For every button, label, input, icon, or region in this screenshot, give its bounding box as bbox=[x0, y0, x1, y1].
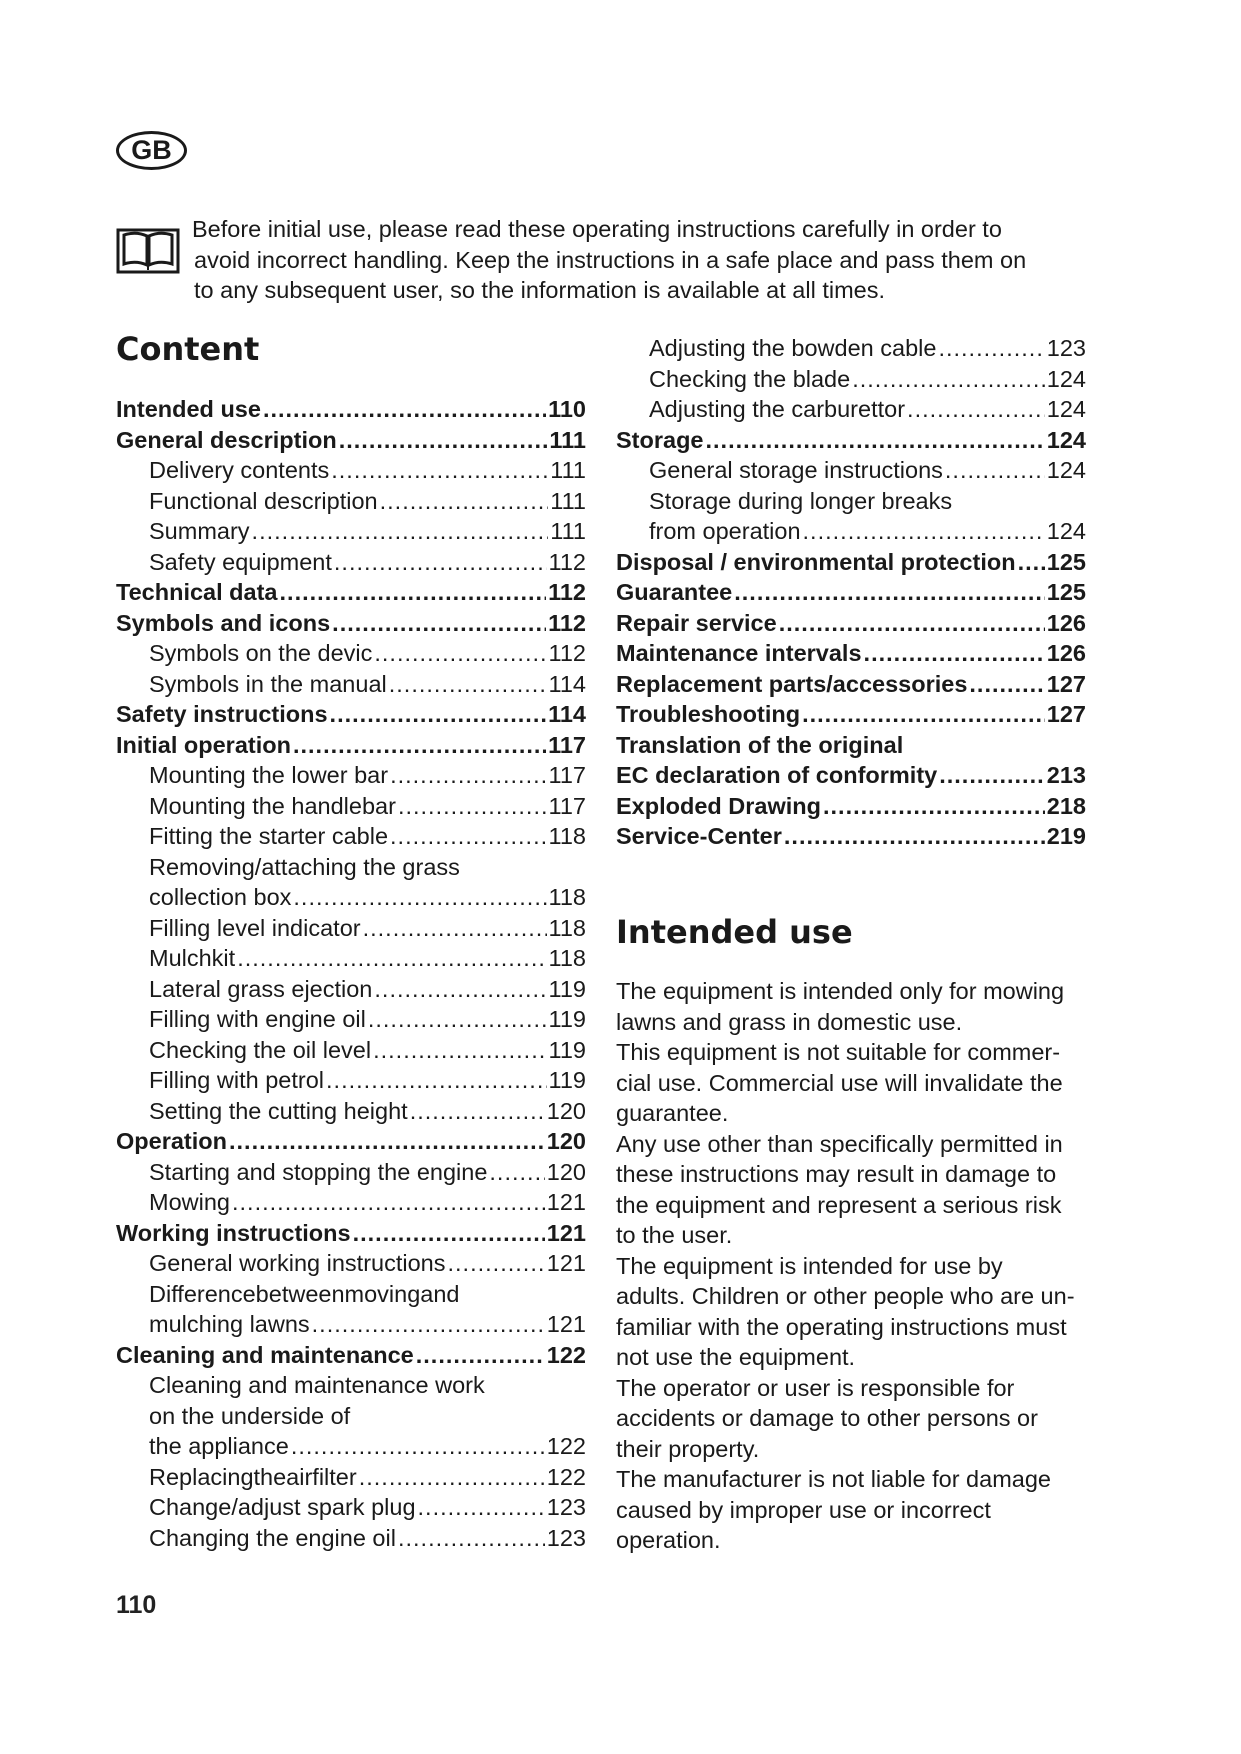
toc-dot-leader bbox=[291, 1433, 545, 1460]
book-icon bbox=[116, 225, 180, 275]
toc-entry-title: General description bbox=[116, 426, 337, 453]
toc-entry[interactable] bbox=[616, 488, 1086, 519]
toc-entry[interactable] bbox=[616, 457, 1086, 488]
toc-dot-leader bbox=[852, 366, 1045, 393]
toc-entry-title: General working instructions bbox=[149, 1250, 446, 1276]
toc-entry-title: on the underside of bbox=[149, 1402, 351, 1429]
toc-dot-leader bbox=[390, 823, 547, 850]
toc-entry[interactable] bbox=[116, 1525, 586, 1556]
toc-entry-title: Exploded Drawing bbox=[616, 792, 821, 819]
toc-entry[interactable] bbox=[616, 640, 1086, 671]
toc-entry-title: Summary bbox=[149, 518, 250, 544]
toc-dot-leader bbox=[380, 488, 549, 515]
body-text-line: to the user. bbox=[616, 1222, 733, 1248]
toc-dot-leader bbox=[293, 732, 546, 759]
body-text-line: familiar with the operating instructions must bbox=[616, 1313, 1067, 1340]
toc-entry[interactable] bbox=[116, 396, 586, 427]
toc-entry-title: Translation of the original bbox=[616, 731, 904, 758]
toc-entry[interactable] bbox=[116, 1464, 586, 1495]
toc-dot-leader bbox=[939, 762, 1045, 789]
toc-dot-leader bbox=[410, 1098, 545, 1125]
toc-entry-title: Working instructions bbox=[116, 1219, 351, 1246]
language-badge: GB bbox=[116, 131, 187, 170]
toc-dot-leader bbox=[398, 1525, 545, 1552]
toc-dot-leader bbox=[312, 1311, 545, 1338]
toc-entry[interactable] bbox=[616, 335, 1086, 366]
toc-entry-title: Symbols on the devic bbox=[149, 640, 373, 666]
toc-entry-title: Adjusting the bowden cable bbox=[649, 335, 937, 361]
toc-entry-page: 114 bbox=[548, 701, 586, 727]
toc-entry-title: Storage during longer breaks bbox=[649, 487, 953, 514]
toc-entry-title: the appliance bbox=[149, 1433, 289, 1459]
toc-entry-title: Functional description bbox=[149, 487, 378, 514]
toc-entry-page: 219 bbox=[1046, 823, 1086, 849]
toc-entry[interactable] bbox=[616, 549, 1086, 580]
toc-entry-page: 126 bbox=[1046, 640, 1086, 666]
toc-entry-page: 118 bbox=[548, 823, 586, 849]
toc-entry-title: Replacingtheairfilter bbox=[149, 1463, 357, 1490]
toc-entry-page: 122 bbox=[546, 1433, 586, 1459]
toc-entry-title: Repair service bbox=[616, 609, 777, 636]
toc-entry-page: 124 bbox=[1046, 457, 1086, 483]
toc-entry-title: Intended use bbox=[116, 396, 261, 422]
toc-entry-page: 112 bbox=[548, 548, 586, 575]
toc-entry-title: Removing/attaching the grass bbox=[149, 853, 460, 880]
toc-entry-page: 120 bbox=[546, 1097, 586, 1124]
toc-entry-page: 124 bbox=[1046, 365, 1086, 392]
toc-entry-title: Filling with engine oil bbox=[149, 1006, 366, 1032]
body-text-line: The equipment is intended for use by bbox=[616, 1252, 1003, 1279]
toc-entry-page: 124 bbox=[1046, 426, 1086, 453]
toc-entry[interactable] bbox=[616, 518, 1086, 549]
intended-use-text bbox=[616, 976, 1096, 1556]
toc-dot-leader bbox=[389, 671, 547, 698]
toc-dot-leader bbox=[331, 457, 548, 484]
toc-entry[interactable] bbox=[116, 640, 586, 671]
toc-entry-page: 121 bbox=[546, 1189, 586, 1215]
toc-entry[interactable] bbox=[616, 732, 1086, 763]
intro-line: to any subsequent user, so the information is available at all times. bbox=[194, 277, 886, 303]
body-text-line: adults. Children or other people who are un- bbox=[616, 1283, 1075, 1309]
body-text-line: The operator or user is responsible for bbox=[616, 1374, 1015, 1401]
toc-dot-leader bbox=[280, 579, 547, 606]
toc-dot-leader bbox=[252, 518, 549, 545]
toc-entry-title: Change/adjust spark plug bbox=[149, 1494, 416, 1520]
toc-entry-page: 118 bbox=[548, 914, 586, 941]
toc-entry-title: Setting the cutting height bbox=[149, 1097, 408, 1124]
toc-entry-title: Symbols in the manual bbox=[149, 670, 387, 697]
toc-entry-page: 125 bbox=[1046, 548, 1086, 575]
toc-entry[interactable] bbox=[616, 396, 1086, 427]
toc-dot-leader bbox=[339, 427, 548, 454]
toc-entry[interactable] bbox=[116, 1220, 586, 1251]
toc-entry[interactable] bbox=[116, 1403, 586, 1434]
toc-entry[interactable] bbox=[116, 1098, 586, 1129]
toc-entry-title: Safety equipment bbox=[149, 548, 332, 575]
toc-entry-page: 127 bbox=[1046, 670, 1086, 697]
body-text-line: cial use. Commercial use will invalidate the bbox=[616, 1069, 1063, 1096]
toc-dot-leader bbox=[734, 579, 1045, 606]
toc-entry-page: 117 bbox=[548, 731, 586, 758]
toc-entry[interactable] bbox=[116, 1006, 586, 1037]
toc-dot-leader bbox=[229, 1128, 545, 1155]
toc-entry[interactable] bbox=[116, 1189, 586, 1220]
toc-entry-page: 123 bbox=[546, 1524, 586, 1551]
toc-entry-page: 112 bbox=[548, 609, 586, 636]
toc-entry-page: 119 bbox=[548, 1036, 586, 1063]
intro-line: avoid incorrect handling. Keep the instructions in a safe place and pass them on bbox=[194, 246, 1027, 273]
toc-dot-leader bbox=[1018, 549, 1045, 576]
toc-entry-title: Adjusting the carburettor bbox=[649, 396, 906, 422]
toc-entry-title: Operation bbox=[116, 1128, 227, 1154]
toc-entry-page: 117 bbox=[548, 762, 586, 788]
toc-entry-title: Storage bbox=[616, 426, 704, 453]
toc-entry[interactable] bbox=[116, 823, 586, 854]
toc-entry-page: 112 bbox=[548, 640, 586, 666]
body-text-line: The manufacturer is not liable for damage bbox=[616, 1466, 1051, 1492]
toc-dot-leader bbox=[263, 396, 546, 423]
toc-entry-page: 120 bbox=[546, 1128, 586, 1154]
toc-entry-title: Checking the blade bbox=[649, 365, 851, 392]
body-text-line: The equipment is intended only for mowing bbox=[616, 978, 1065, 1004]
toc-dot-leader bbox=[390, 762, 546, 789]
toc-entry[interactable] bbox=[116, 1372, 586, 1403]
toc-left-column bbox=[116, 396, 586, 1555]
toc-entry-title: EC declaration of conformity bbox=[616, 762, 938, 788]
toc-entry-title: Lateral grass ejection bbox=[149, 975, 373, 1002]
toc-entry[interactable] bbox=[616, 366, 1086, 397]
toc-entry-page: 123 bbox=[1046, 335, 1086, 361]
toc-entry[interactable] bbox=[116, 610, 586, 641]
toc-entry[interactable] bbox=[116, 884, 586, 915]
toc-dot-leader bbox=[363, 915, 547, 942]
toc-entry-title: from operation bbox=[649, 518, 801, 544]
toc-entry-title: Fitting the starter cable bbox=[149, 823, 389, 849]
toc-entry-title: Cleaning and maintenance bbox=[116, 1341, 414, 1368]
toc-entry[interactable] bbox=[116, 793, 586, 824]
toc-entry-page: 125 bbox=[1046, 579, 1086, 605]
toc-dot-leader bbox=[864, 640, 1045, 667]
toc-entry-page: 111 bbox=[549, 426, 586, 453]
toc-dot-leader bbox=[803, 518, 1045, 545]
toc-entry-title: Checking the oil level bbox=[149, 1036, 372, 1063]
toc-entry-page: 118 bbox=[548, 945, 586, 971]
toc-entry[interactable] bbox=[116, 976, 586, 1007]
toc-entry-page: 110 bbox=[548, 396, 586, 422]
toc-dot-leader bbox=[374, 640, 546, 667]
toc-entry-title: Service-Center bbox=[616, 823, 782, 849]
toc-entry-title: mulching lawns bbox=[149, 1311, 310, 1337]
content-heading: Content bbox=[116, 330, 260, 368]
toc-entry[interactable] bbox=[116, 1037, 586, 1068]
toc-entry[interactable] bbox=[116, 1250, 586, 1281]
toc-entry-page: 122 bbox=[546, 1463, 586, 1490]
toc-dot-leader bbox=[293, 884, 546, 911]
toc-dot-leader bbox=[232, 1189, 545, 1216]
toc-entry[interactable] bbox=[116, 1128, 586, 1159]
toc-entry[interactable] bbox=[116, 488, 586, 519]
toc-entry-page: 127 bbox=[1046, 701, 1086, 727]
toc-entry-title: Guarantee bbox=[616, 579, 733, 605]
toc-entry[interactable] bbox=[116, 732, 586, 763]
toc-dot-leader bbox=[938, 335, 1044, 362]
toc-entry[interactable] bbox=[116, 1311, 586, 1342]
page-number: 110 bbox=[116, 1591, 157, 1619]
toc-entry[interactable] bbox=[616, 823, 1086, 854]
toc-entry[interactable] bbox=[116, 1494, 586, 1525]
toc-dot-leader bbox=[398, 793, 547, 820]
toc-entry-title: Delivery contents bbox=[149, 457, 330, 483]
toc-entry[interactable] bbox=[116, 1159, 586, 1190]
toc-entry-page: 121 bbox=[546, 1311, 586, 1337]
body-text-line: not use the equipment. bbox=[616, 1344, 856, 1370]
toc-dot-leader bbox=[945, 457, 1045, 484]
toc-entry[interactable] bbox=[116, 549, 586, 580]
toc-entry[interactable] bbox=[116, 671, 586, 702]
toc-entry-page: 114 bbox=[548, 670, 586, 697]
toc-entry-page: 120 bbox=[546, 1158, 586, 1185]
body-text-line: the equipment and represent a serious risk bbox=[616, 1191, 1062, 1218]
body-text-line: lawns and grass in domestic use. bbox=[616, 1008, 963, 1035]
toc-entry[interactable] bbox=[116, 457, 586, 488]
toc-entry-page: 126 bbox=[1046, 609, 1086, 636]
toc-entry[interactable] bbox=[616, 579, 1086, 610]
toc-entry-title: Mounting the handlebar bbox=[149, 792, 396, 819]
toc-entry[interactable] bbox=[116, 1281, 586, 1312]
toc-dot-leader bbox=[489, 1159, 544, 1186]
toc-entry-title: Technical data bbox=[116, 579, 278, 605]
toc-entry[interactable] bbox=[616, 793, 1086, 824]
toc-entry[interactable] bbox=[116, 1342, 586, 1373]
toc-entry[interactable] bbox=[616, 427, 1086, 458]
toc-entry-title: Replacement parts/accessories bbox=[616, 670, 968, 697]
toc-entry[interactable] bbox=[116, 701, 586, 732]
toc-right-column bbox=[616, 335, 1086, 854]
toc-entry-title: General storage instructions bbox=[649, 457, 943, 483]
toc-entry-title: Initial operation bbox=[116, 731, 291, 758]
toc-entry[interactable] bbox=[116, 518, 586, 549]
toc-entry-title: Cleaning and maintenance work bbox=[149, 1372, 485, 1398]
body-text-line: these instructions may result in damage to bbox=[616, 1161, 1057, 1187]
toc-entry-page: 112 bbox=[548, 579, 586, 605]
toc-entry-page: 111 bbox=[550, 487, 586, 514]
toc-entry-title: Differencebetweenmovingand bbox=[149, 1280, 460, 1307]
body-text-line: guarantee. bbox=[616, 1100, 729, 1126]
toc-entry-title: Mowing bbox=[149, 1189, 230, 1215]
toc-dot-leader bbox=[416, 1342, 545, 1369]
toc-dot-leader bbox=[823, 793, 1045, 820]
toc-entry-title: Troubleshooting bbox=[616, 701, 801, 727]
toc-entry-page: 121 bbox=[546, 1250, 586, 1276]
toc-entry-page: 111 bbox=[550, 457, 586, 483]
toc-dot-leader bbox=[237, 945, 546, 972]
body-text-line: caused by improper use or incorrect bbox=[616, 1496, 991, 1523]
toc-entry-page: 121 bbox=[546, 1219, 586, 1246]
body-text-line: operation. bbox=[616, 1527, 721, 1553]
toc-entry[interactable] bbox=[116, 1433, 586, 1464]
toc-dot-leader bbox=[373, 1037, 546, 1064]
toc-entry-page: 124 bbox=[1046, 396, 1086, 422]
intro-paragraph bbox=[192, 214, 1092, 306]
toc-dot-leader bbox=[374, 976, 546, 1003]
toc-entry-page: 213 bbox=[1046, 762, 1086, 788]
toc-entry-title: Filling with petrol bbox=[149, 1067, 325, 1093]
toc-dot-leader bbox=[334, 549, 547, 576]
toc-dot-leader bbox=[779, 610, 1045, 637]
body-text-line: This equipment is not suitable for commer- bbox=[616, 1039, 1061, 1065]
toc-dot-leader bbox=[448, 1250, 545, 1277]
toc-dot-leader bbox=[802, 701, 1045, 728]
toc-entry[interactable] bbox=[116, 945, 586, 976]
toc-dot-leader bbox=[418, 1494, 545, 1521]
toc-entry-title: Changing the engine oil bbox=[149, 1524, 396, 1551]
toc-entry-page: 118 bbox=[548, 884, 586, 910]
body-text-line: their property. bbox=[616, 1435, 760, 1462]
toc-entry-title: Mulchkit bbox=[149, 945, 236, 971]
toc-entry[interactable] bbox=[616, 671, 1086, 702]
toc-dot-leader bbox=[326, 1067, 547, 1094]
intro-line: Before initial use, please read these operating instructions carefully in order to bbox=[192, 216, 1002, 242]
toc-dot-leader bbox=[969, 671, 1044, 698]
toc-entry-page: 119 bbox=[548, 1006, 586, 1032]
toc-entry-page: 119 bbox=[548, 975, 586, 1002]
toc-dot-leader bbox=[784, 823, 1045, 850]
intended-use-heading: Intended use bbox=[616, 913, 853, 951]
toc-entry-page: 117 bbox=[548, 792, 586, 819]
toc-dot-leader bbox=[330, 701, 547, 728]
toc-dot-leader bbox=[359, 1464, 545, 1491]
toc-dot-leader bbox=[907, 396, 1045, 423]
toc-dot-leader bbox=[368, 1006, 547, 1033]
body-text-line: Any use other than specifically permitted in bbox=[616, 1130, 1063, 1157]
toc-entry[interactable] bbox=[116, 579, 586, 610]
toc-entry[interactable] bbox=[616, 762, 1086, 793]
toc-dot-leader bbox=[332, 610, 546, 637]
toc-entry-page: 124 bbox=[1046, 518, 1086, 544]
toc-entry[interactable] bbox=[116, 762, 586, 793]
toc-entry-title: Starting and stopping the engine bbox=[149, 1158, 488, 1185]
toc-entry[interactable] bbox=[116, 427, 586, 458]
toc-entry-page: 218 bbox=[1046, 792, 1086, 819]
toc-entry-title: collection box bbox=[149, 884, 292, 910]
toc-entry[interactable] bbox=[116, 915, 586, 946]
toc-dot-leader bbox=[706, 427, 1045, 454]
body-text-line: accidents or damage to other persons or bbox=[616, 1405, 1038, 1431]
toc-entry[interactable] bbox=[616, 610, 1086, 641]
toc-entry-page: 119 bbox=[548, 1067, 586, 1093]
toc-entry-page: 122 bbox=[546, 1341, 586, 1368]
toc-entry-title: Maintenance intervals bbox=[616, 640, 862, 666]
toc-entry[interactable] bbox=[116, 854, 586, 885]
toc-entry[interactable] bbox=[116, 1067, 586, 1098]
toc-entry-title: Safety instructions bbox=[116, 701, 328, 727]
toc-entry-title: Disposal / environmental protection bbox=[616, 548, 1016, 575]
toc-entry-title: Filling level indicator bbox=[149, 914, 361, 941]
toc-entry-page: 111 bbox=[550, 518, 586, 544]
toc-entry-page: 123 bbox=[546, 1494, 586, 1520]
toc-entry[interactable] bbox=[616, 701, 1086, 732]
toc-entry-title: Mounting the lower bar bbox=[149, 762, 389, 788]
toc-entry-title: Symbols and icons bbox=[116, 609, 331, 636]
toc-dot-leader bbox=[353, 1220, 545, 1247]
